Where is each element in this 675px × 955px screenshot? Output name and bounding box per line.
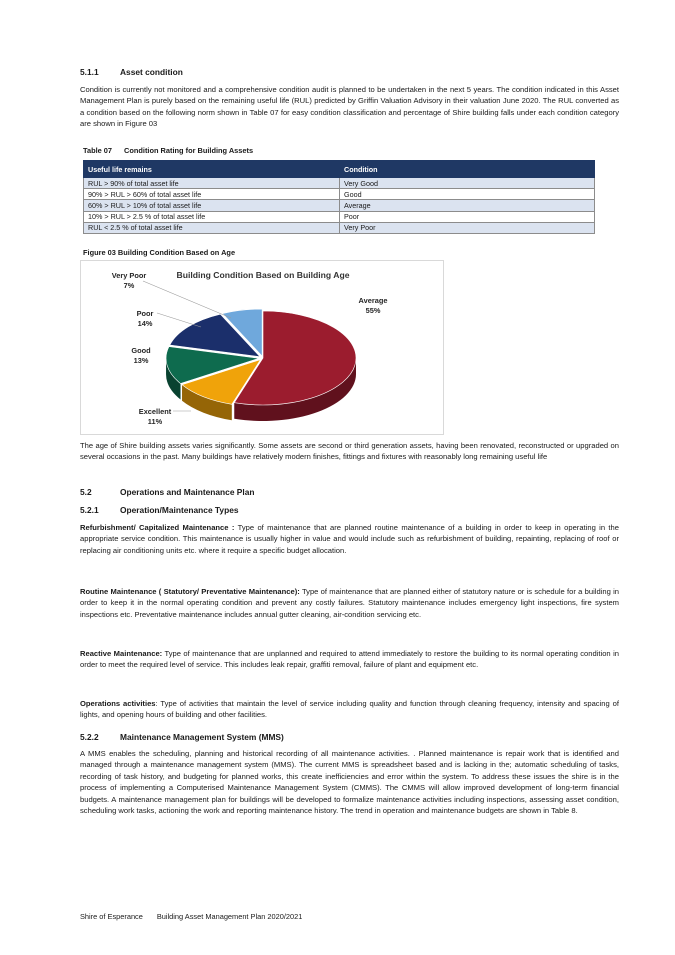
section-number: 5.2.2	[80, 732, 99, 742]
slice-percent-label: 13%	[133, 356, 149, 365]
section-title: Operation/Maintenance Types	[120, 505, 239, 515]
footer-document-title: Building Asset Management Plan 2020/2021	[156, 912, 303, 921]
table-cell: 10% > RUL > 2.5 % of total asset life	[84, 211, 340, 222]
slice-percent-label: 55%	[365, 306, 381, 315]
section-number: 5.1.1	[80, 67, 99, 77]
table-cell: 90% > RUL > 60% of total asset life	[84, 189, 340, 200]
table-cell: Very Good	[340, 178, 595, 189]
table-header-cell: Useful life remains	[84, 161, 340, 178]
table-cell: Average	[340, 200, 595, 211]
table-cell: RUL < 2.5 % of total asset life	[84, 222, 340, 233]
slice-label: Good	[131, 346, 151, 355]
slice-percent-label: 11%	[147, 417, 163, 426]
table-caption	[83, 146, 253, 155]
section-number: 5.2	[80, 487, 92, 497]
maintenance-type-refurbishment	[80, 522, 619, 556]
table-caption-title: Condition Rating for Building Assets	[124, 146, 254, 155]
table-header-cell: Condition	[340, 161, 595, 178]
condition-rating-table	[83, 160, 595, 234]
term-label: Operations activities	[80, 699, 156, 708]
asset-condition-paragraph: Condition is currently not monitored and a comprehensive condition audit is planned to be undertaken in the next 5 years. The condition indicated in this Asset Management Plan is purely based on the remaining useful life (RUL) predicted by Griffin Valuation Advisory in their valuation June 2020. The RUL converted as a condition based on the following norm shown in Table 07 for easy condition classification and percentage of Shire building falls under each condition category are shown in Figure 03	[80, 85, 619, 129]
section-title: Operations and Maintenance Plan	[120, 487, 255, 497]
section-number: 5.2.1	[80, 505, 99, 515]
term-description: : Type of activities that maintain the level of service including quality and function through cleaning frequency, intensity and spacing of lights, and opening hours of building and other facilities.	[80, 699, 619, 720]
table-row	[84, 211, 595, 222]
heading-5-2-2	[80, 732, 284, 742]
chart-title: Building Condition Based on Building Age	[176, 270, 350, 280]
slice-label: Average	[358, 296, 388, 305]
table-row	[84, 200, 595, 211]
table-cell: 60% > RUL > 10% of total asset life	[84, 200, 340, 211]
slice-label: Very Poor	[111, 271, 147, 280]
term-label: Refurbishment/ Capitalized Maintenance :	[80, 523, 235, 532]
maintenance-type-reactive	[80, 648, 619, 671]
mms-paragraph: A MMS enables the scheduling, planning and historical recording of all maintenance activities. . Planned maintenance is repair work that is identified and managed through a maintenance management system (MMS). The current MMS is spreadsheet based and is lacking in the; automatic scheduling of tasks, recording of task history, and budgeting for planned works, this create inefficiencies and error within the system. To address these issues the shire is in the process of implementing a Computerised Maintenance Management System (CMMS). The CMMS will allow improved development of long-term financial budgets. A maintenance management plan for buildings will be developed to formalize maintenance activities including inspections, assessing asset condition, scheduling work tasks, actioning the work and reporting maintenance history. The trend in operation and maintenance budgets are shown in Table 8.	[80, 749, 619, 816]
term-label: Routine Maintenance ( Statutory/ Preventative Maintenance):	[80, 587, 300, 596]
maintenance-type-operations	[80, 698, 619, 721]
heading-5-2-1	[80, 505, 239, 515]
slice-label: Poor	[136, 309, 154, 318]
footer-organisation: Shire of Esperance	[80, 912, 143, 921]
table-row	[84, 178, 595, 189]
maintenance-type-routine	[80, 586, 619, 620]
table-cell: Poor	[340, 211, 595, 222]
table-cell: RUL > 90% of total asset life	[84, 178, 340, 189]
table-caption-label: Table 07	[83, 146, 113, 155]
table-header-row	[84, 161, 595, 178]
heading-5-1-1	[80, 67, 183, 77]
term-description: Type of maintenance that are unplanned and required to attend immediately to restore the building to its normal operating condition in order to meet the required level of service. This includes leak repair, graffiti removal, failure of plant and equipment etc.	[80, 649, 620, 670]
leader-line	[157, 313, 201, 327]
building-age-paragraph: The age of Shire building assets varies significantly. Some assets are second or third generation assets, having been renovated, reconstructed or upgraded on several occasions in the past. Many buildings have relatively modern finishes, fittings and fixtures with reasonably long remaining useful life	[80, 441, 619, 462]
slice-percent-label: 7%	[123, 281, 135, 290]
table-row	[84, 222, 595, 233]
heading-5-2	[80, 487, 255, 497]
table-cell: Good	[340, 189, 595, 200]
table-cell: Very Poor	[340, 222, 595, 233]
term-label: Reactive Maintenance:	[80, 649, 163, 658]
section-title: Maintenance Management System (MMS)	[120, 732, 284, 742]
section-title: Asset condition	[120, 67, 183, 77]
pie-chart-container	[80, 260, 444, 435]
table-row	[84, 189, 595, 200]
pie-chart-svg	[81, 261, 443, 434]
page-footer	[80, 912, 316, 921]
term-description: Type of maintenance that are planned routine maintenance of a building in order to keep in operating in the appropriate service condition. This maintenance is usually higher in value and would include such as refurbishment of building, repainting, replacing of roof or replacing air conditioning units etc. where it require a specific budget allocation.	[80, 523, 619, 555]
slice-percent-label: 14%	[137, 319, 153, 328]
slice-label: Excellent	[138, 407, 172, 416]
term-description: Type of maintenance that are planned either of statutory nature or is schedule for a building in order to keep it in the normal operating condition and prevent any costly failures. Statutory maintenance includes emergency light inspections, fire system inspections etc. Preventative maintenance includes annual gutter cleaning, air-condition servicing etc.	[80, 587, 620, 619]
figure-caption: Figure 03 Building Condition Based on Age	[83, 248, 236, 257]
leader-line	[143, 281, 231, 318]
